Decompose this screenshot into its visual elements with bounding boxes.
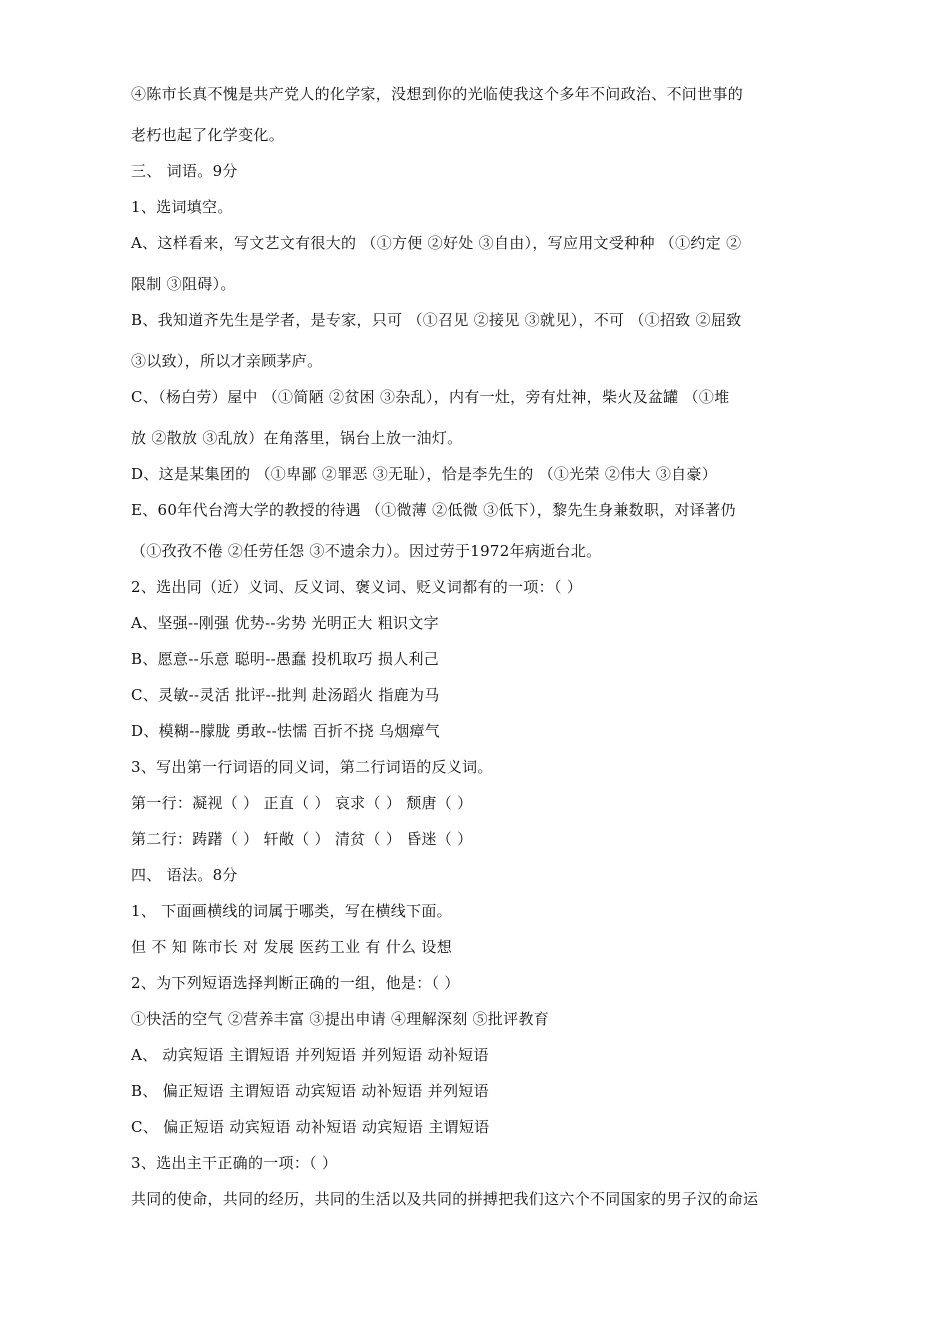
- text-line: 老朽也起了化学变化。: [131, 126, 285, 144]
- text-line: 共同的使命，共同的经历，共同的生活以及共同的拼搏把我们这六个不同国家的男子汉的命运: [131, 1190, 759, 1208]
- text-line: ④陈市长真不愧是共产党人的化学家，没想到你的光临使我这个多年不问政治、不问世事的: [131, 85, 744, 103]
- question-heading: 1、选词填空。: [131, 198, 233, 216]
- question-heading: 1、 下面画横线的词属于哪类，写在横线下面。: [131, 902, 452, 920]
- text-line: 但 不 知 陈市长 对 发展 医药工业 有 什么 设想: [131, 938, 453, 956]
- text-line: A、这样看来，写文艺文有很大的 （①方便 ②好处 ③自由），写应用文受种种 （①约定 ②: [131, 234, 742, 252]
- text-line: 限制 ③阻碍）。: [131, 275, 236, 293]
- text-line: E、60年代台湾大学的教授的待遇 （①微薄 ②低微 ③低下），黎先生身兼数职，对译著仍: [131, 501, 736, 519]
- text-line: D、这是某集团的 （①卑鄙 ②罪恶 ③无耻），恰是李先生的 （①光荣 ②伟大 ③自豪）: [131, 465, 718, 483]
- option-line: B、愿意--乐意 聪明--愚蠢 投机取巧 损人利己: [131, 650, 440, 668]
- text-line: ③以致），所以才亲顾茅庐。: [131, 352, 323, 370]
- option-line: D、模糊--朦胧 勇敢--怯懦 百折不挠 乌烟瘴气: [131, 722, 441, 740]
- text-line: ①快活的空气 ②营养丰富 ③提出申请 ④理解深刻 ⑤批评教育: [131, 1010, 550, 1028]
- text-line: C、（杨白劳）屋中 （①简陋 ②贫困 ③杂乱），内有一灶，旁有灶神，柴火及盆罐 （①堆: [131, 388, 730, 406]
- question-heading: 2、选出同（近）义词、反义词、褒义词、贬义词都有的一项：（ ）: [131, 578, 583, 596]
- option-line: C、灵敏--灵活 批评--批判 赴汤蹈火 指鹿为马: [131, 686, 440, 704]
- text-line: B、我知道齐先生是学者，是专家，只可 （①召见 ②接见 ③就见），不可 （①招致 ②屈致: [131, 311, 742, 329]
- option-line: B、 偏正短语 主谓短语 动宾短语 动补短语 并列短语: [131, 1082, 489, 1100]
- option-line: A、 动宾短语 主谓短语 并列短语 并列短语 动补短语: [131, 1046, 489, 1064]
- text-line: 第一行：凝视（ ） 正直（ ） 哀求（ ） 颓唐（ ）: [131, 794, 473, 812]
- text-line: 放 ②散放 ③乱放）在角落里，锅台上放一油灯。: [131, 429, 463, 447]
- question-heading: 3、选出主干正确的一项：（ ）: [131, 1154, 338, 1172]
- question-heading: 2、为下列短语选择判断正确的一组，他是：（ ）: [131, 974, 460, 992]
- text-line: （①孜孜不倦 ②任劳任怨 ③不遗余力）。因过劳于1972年病逝台北。: [131, 542, 602, 560]
- section-heading: 四、 语法。8分: [131, 866, 238, 884]
- text-line: 第二行：踌躇（ ） 轩敞（ ） 清贫（ ） 昏迷（ ）: [131, 830, 473, 848]
- question-heading: 3、写出第一行词语的同义词，第二行词语的反义词。: [131, 758, 493, 776]
- option-line: A、坚强--刚强 优势--劣势 光明正大 粗识文字: [131, 614, 439, 632]
- option-line: C、 偏正短语 动宾短语 动补短语 动宾短语 主谓短语: [131, 1118, 490, 1136]
- section-heading: 三、 词语。9分: [131, 162, 238, 180]
